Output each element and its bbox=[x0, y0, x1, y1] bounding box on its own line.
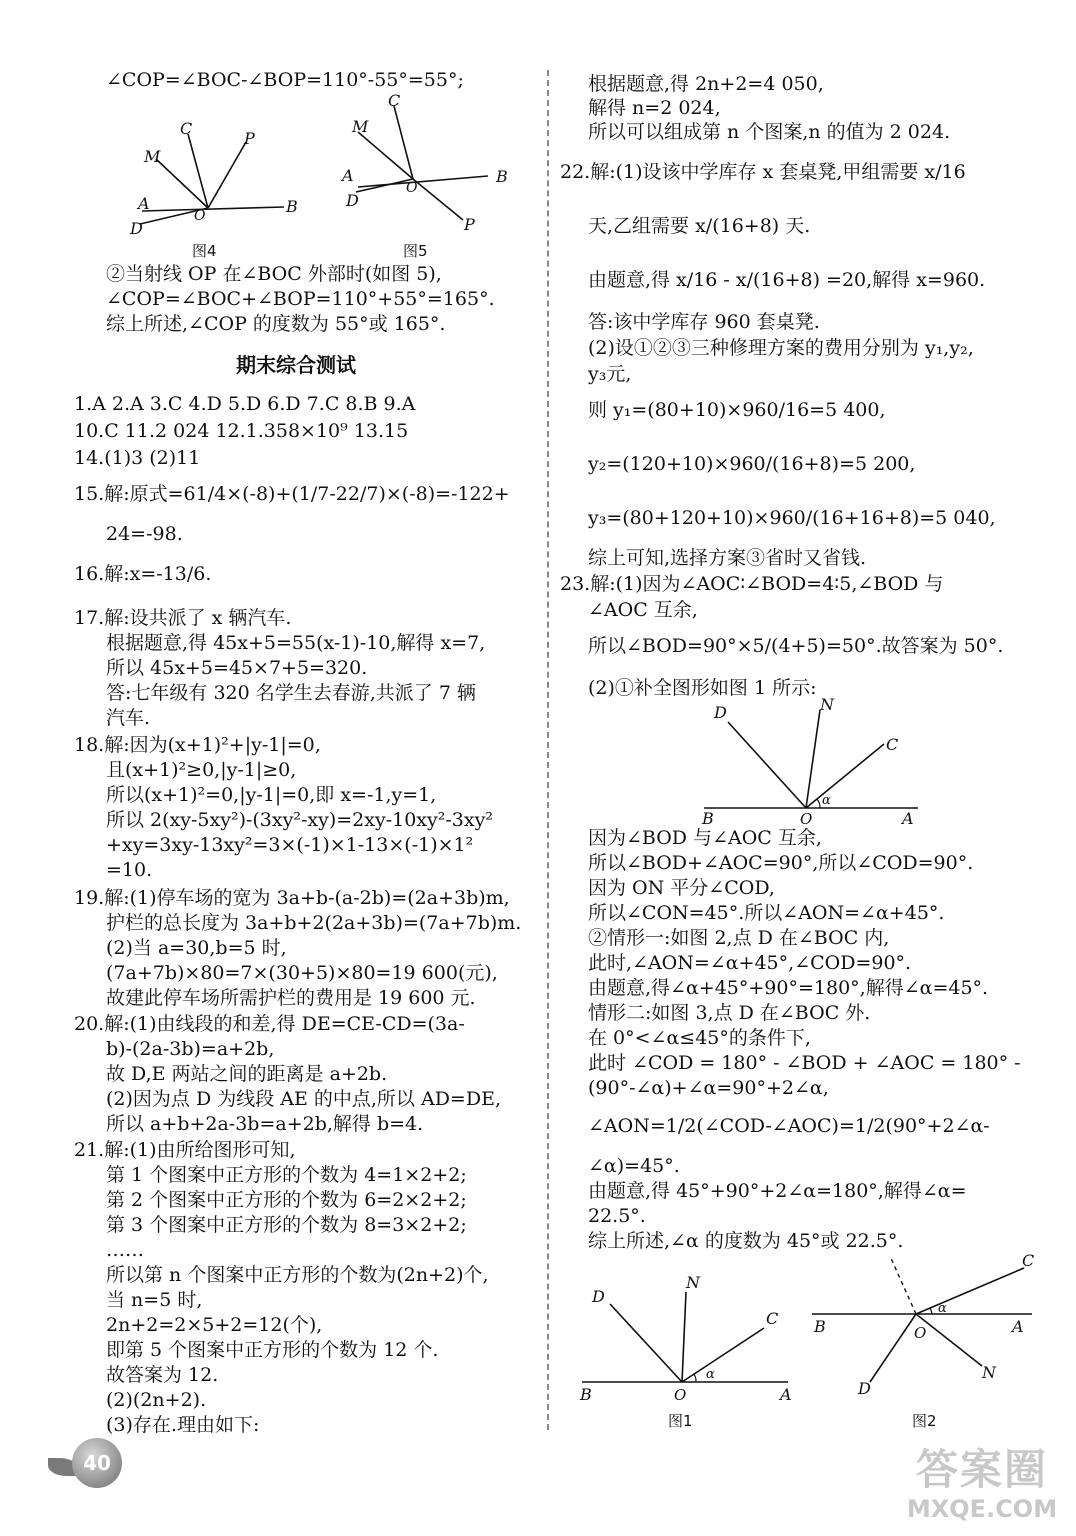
text-line: 此时,∠AON=∠α+45°,∠COD=90°. bbox=[588, 952, 912, 974]
text-line: 即第 5 个图案中正方形的个数为 12 个. bbox=[106, 1339, 439, 1361]
text-line: 22.5°. bbox=[588, 1205, 646, 1227]
watermark bbox=[892, 1446, 1072, 1532]
text-line: 答:七年级有 320 名学生去春游,共派了 7 辆 bbox=[106, 682, 476, 704]
text-line: 当 n=5 时, bbox=[106, 1289, 203, 1311]
svg-text:M: M bbox=[352, 117, 369, 136]
figure-1-inline bbox=[696, 694, 926, 828]
svg-text:D: D bbox=[130, 219, 143, 238]
svg-text:C: C bbox=[180, 119, 193, 138]
section-title: 期末综合测试 bbox=[236, 353, 356, 377]
svg-text:C: C bbox=[886, 735, 899, 754]
text-line: (7a+7b)×80=7×(30+5)×80=19 600(元), bbox=[106, 962, 498, 984]
text-line: (2)设①②③三种修理方案的费用分别为 y₁,y₂, bbox=[588, 337, 974, 359]
text-line: (2)(2n+2). bbox=[106, 1389, 207, 1411]
text-line: 综上所述,∠COP 的度数为 55°或 165°. bbox=[106, 313, 446, 335]
svg-text:α: α bbox=[706, 1367, 715, 1382]
answer-line: 18.解:因为(x+1)²+|y-1|=0, bbox=[74, 734, 321, 756]
text-line: 所以 45x+5=45×7+5=320. bbox=[106, 657, 368, 679]
svg-text:O: O bbox=[674, 1386, 687, 1404]
text-line: 所以 a+b+2a-3b=a+2b,解得 b=4. bbox=[106, 1113, 424, 1135]
text-line: 所以第 n 个图案中正方形的个数为(2n+2)个, bbox=[106, 1264, 489, 1286]
svg-text:P: P bbox=[244, 129, 255, 148]
text-line: 24=-98. bbox=[106, 523, 183, 545]
answer-line: 16.解:x=-13/6. bbox=[74, 563, 212, 585]
text-line: 护栏的总长度为 3a+b+2(2a+3b)=(7a+7b)m. bbox=[106, 912, 522, 934]
text-line: 根据题意,得 2n+2=4 050, bbox=[588, 73, 824, 95]
text-line: 根据题意,得 45x+5=55(x-1)-10,解得 x=7, bbox=[106, 632, 486, 654]
text-line: 故建此停车场所需护栏的费用是 19 600 元. bbox=[106, 987, 476, 1009]
text-line: (2)因为点 D 为线段 AE 的中点,所以 AD=DE, bbox=[106, 1088, 501, 1110]
text-line: (3)存在.理由如下: bbox=[106, 1414, 260, 1436]
svg-text:B: B bbox=[814, 1317, 826, 1336]
text-line: 故 D,E 两站之间的距离是 a+2b. bbox=[106, 1063, 388, 1085]
text-line: ∠COP=∠BOC-∠BOP=110°-55°=55°; bbox=[106, 69, 464, 91]
svg-text:A: A bbox=[780, 1385, 792, 1404]
text-line: 由题意,得 45°+90°+2∠α=180°,解得∠α= bbox=[588, 1180, 967, 1202]
text-line: y₂=(120+10)×960/(16+8)=5 200, bbox=[588, 453, 916, 475]
text-line: b)-(2a-3b)=a+2b, bbox=[106, 1038, 275, 1060]
svg-text:C: C bbox=[1022, 1251, 1035, 1270]
figure-5-diagram bbox=[340, 91, 508, 234]
svg-text:N: N bbox=[820, 695, 834, 714]
text-line: 此时 ∠COD = 180° - ∠BOD + ∠AOC = 180° - bbox=[588, 1052, 1021, 1074]
svg-text:M: M bbox=[144, 147, 161, 166]
svg-text:P: P bbox=[464, 215, 475, 234]
text-line: 天,乙组需要 x/(16+8) 天. bbox=[588, 215, 811, 237]
text-line: 在 0°<∠α≤45°的条件下, bbox=[588, 1027, 811, 1049]
answer-line: 20.解:(1)由线段的和差,得 DE=CE-CD=(3a- bbox=[74, 1013, 465, 1035]
text-line: y₃=(80+120+10)×960/(16+16+8)=5 040, bbox=[588, 507, 996, 529]
text-line: 2n+2=2×5+2=12(个), bbox=[106, 1314, 323, 1336]
text-line: (90°-∠α)+∠α=90°+2∠α, bbox=[588, 1077, 829, 1099]
text-line: (2)①补全图形如图 1 所示: bbox=[588, 677, 817, 699]
text-line: 则 y₁=(80+10)×960/16=5 400, bbox=[588, 399, 886, 421]
svg-text:A: A bbox=[1012, 1317, 1024, 1336]
figure-4-caption: 图4 bbox=[192, 242, 217, 260]
answer-line: 15.解:原式=61/4×(-8)+(1/7-22/7)×(-8)=-122+ bbox=[74, 483, 510, 505]
text-line: 所以∠CON=45°.所以∠AON=∠α+45°. bbox=[588, 902, 945, 924]
svg-text:B: B bbox=[580, 1385, 592, 1404]
svg-text:D: D bbox=[858, 1379, 871, 1398]
text-line: 解得 n=2 024, bbox=[588, 97, 721, 119]
text-line: 所以∠BOD+∠AOC=90°,所以∠COD=90°. bbox=[588, 852, 974, 874]
text-line: ∠AOC 互余, bbox=[588, 599, 698, 621]
text-line: 综上所述,∠α 的度数为 45°或 22.5°. bbox=[588, 1230, 904, 1252]
figure-1-2 bbox=[574, 1250, 1054, 1430]
text-line: 因为∠BOD 与∠AOC 互余, bbox=[588, 827, 822, 849]
svg-text:A: A bbox=[902, 809, 914, 828]
text-line: ∠α)=45°. bbox=[588, 1155, 680, 1177]
text-line: 第 1 个图案中正方形的个数为 4=1×2+2; bbox=[106, 1164, 467, 1186]
answer-line: 14.(1)3 (2)11 bbox=[74, 447, 201, 469]
svg-text:N: N bbox=[982, 1363, 996, 1382]
text-line: 所以(x+1)²=0,|y-1|=0,即 x=-1,y=1, bbox=[106, 784, 437, 806]
text-line: ②情形一:如图 2,点 D 在∠BOC 内, bbox=[588, 927, 890, 949]
answer-line: 17.解:设共派了 x 辆汽车. bbox=[74, 607, 292, 629]
answer-line: 1.A 2.A 3.C 4.D 5.D 6.D 7.C 8.B 9.A bbox=[74, 393, 416, 415]
svg-text:B: B bbox=[286, 197, 298, 216]
watermark-logo: 答案圈 bbox=[915, 1445, 1048, 1494]
svg-text:D: D bbox=[346, 191, 359, 210]
svg-text:N: N bbox=[686, 1273, 700, 1292]
text-line: 第 3 个图案中正方形的个数为 8=3×2+2; bbox=[106, 1214, 467, 1236]
text-line: 答:该中学库存 960 套桌凳. bbox=[588, 311, 820, 333]
text-line: +xy=3xy-13xy²=3×(-1)×1-13×(-1)×1² bbox=[106, 834, 474, 856]
answer-line: 19.解:(1)停车场的宽为 3a+b-(a-2b)=(2a+3b)m, bbox=[74, 887, 510, 909]
text-line: ∠AON=1/2(∠COD-∠AOC)=1/2(90°+2∠α- bbox=[588, 1115, 990, 1137]
text-line: ②当射线 OP 在∠BOC 外部时(如图 5), bbox=[106, 263, 442, 285]
column-divider bbox=[547, 70, 549, 1430]
text-line: 所以 2(xy-5xy²)-(3xy²-xy)=2xy-10xy²-3xy² bbox=[106, 809, 493, 831]
answer-line: 21.解:(1)由所给图形可知, bbox=[74, 1139, 296, 1161]
svg-text:C: C bbox=[766, 1309, 779, 1328]
svg-text:D: D bbox=[714, 703, 727, 722]
answer-line: 23.解:(1)因为∠AOC∶∠BOD=4∶5,∠BOD 与 bbox=[560, 573, 944, 595]
svg-text:O: O bbox=[800, 810, 813, 828]
figure-4-diagram bbox=[129, 119, 298, 238]
text-line: 故答案为 12. bbox=[106, 1364, 219, 1386]
figure-1-caption: 图1 bbox=[668, 1412, 693, 1430]
figure-5-caption: 图5 bbox=[403, 242, 428, 260]
svg-text:α: α bbox=[822, 793, 831, 808]
text-line: 所以可以组成第 n 个图案,n 的值为 2 024. bbox=[588, 121, 951, 143]
text-line: y₃元, bbox=[588, 363, 632, 385]
text-line: 由题意,得∠α+45°+90°=180°,解得∠α=45°. bbox=[588, 977, 989, 999]
text-line: 因为 ON 平分∠COD, bbox=[588, 877, 775, 899]
text-line: 汽车. bbox=[106, 707, 151, 729]
text-line: =10. bbox=[106, 859, 153, 881]
watermark-url: MXQE.COM bbox=[906, 1495, 1058, 1523]
text-line: 由题意,得 x/16 - x/(16+8) =20,解得 x=960. bbox=[588, 269, 986, 291]
figure-1-diagram bbox=[579, 1273, 792, 1404]
figure-2-caption: 图2 bbox=[912, 1412, 937, 1430]
text-line: ∠COP=∠BOC+∠BOP=110°+55°=165°. bbox=[106, 288, 495, 310]
svg-text:O: O bbox=[914, 1324, 927, 1342]
text-line: 所以∠BOD=90°×5/(4+5)=50°.故答案为 50°. bbox=[588, 635, 1004, 657]
page-number: 40 bbox=[72, 1438, 122, 1488]
text-line: 综上可知,选择方案③省时又省钱. bbox=[588, 547, 867, 569]
svg-text:O: O bbox=[406, 180, 418, 196]
svg-text:D: D bbox=[592, 1287, 605, 1306]
figure-2-diagram bbox=[812, 1251, 1034, 1398]
figure-4-5 bbox=[128, 91, 528, 260]
svg-text:B: B bbox=[496, 167, 508, 186]
svg-text:C: C bbox=[388, 91, 401, 110]
answer-line: 22.解:(1)设该中学库存 x 套桌凳,甲组需要 x/16 bbox=[560, 161, 966, 183]
text-line: 情形二:如图 3,点 D 在∠BOC 外. bbox=[588, 1002, 871, 1024]
text-line: (2)当 a=30,b=5 时, bbox=[106, 937, 287, 959]
text-line: …… bbox=[106, 1239, 144, 1261]
svg-text:B: B bbox=[702, 809, 714, 828]
answer-line: 10.C 11.2 024 12.1.358×10⁹ 13.15 bbox=[74, 420, 409, 442]
svg-text:α: α bbox=[938, 1301, 947, 1316]
text-line: 第 2 个图案中正方形的个数为 6=2×2+2; bbox=[106, 1189, 467, 1211]
text-line: 且(x+1)²≥0,|y-1|≥0, bbox=[106, 759, 297, 781]
svg-text:A: A bbox=[342, 166, 354, 185]
svg-text:O: O bbox=[194, 208, 206, 224]
svg-text:A: A bbox=[138, 194, 150, 213]
